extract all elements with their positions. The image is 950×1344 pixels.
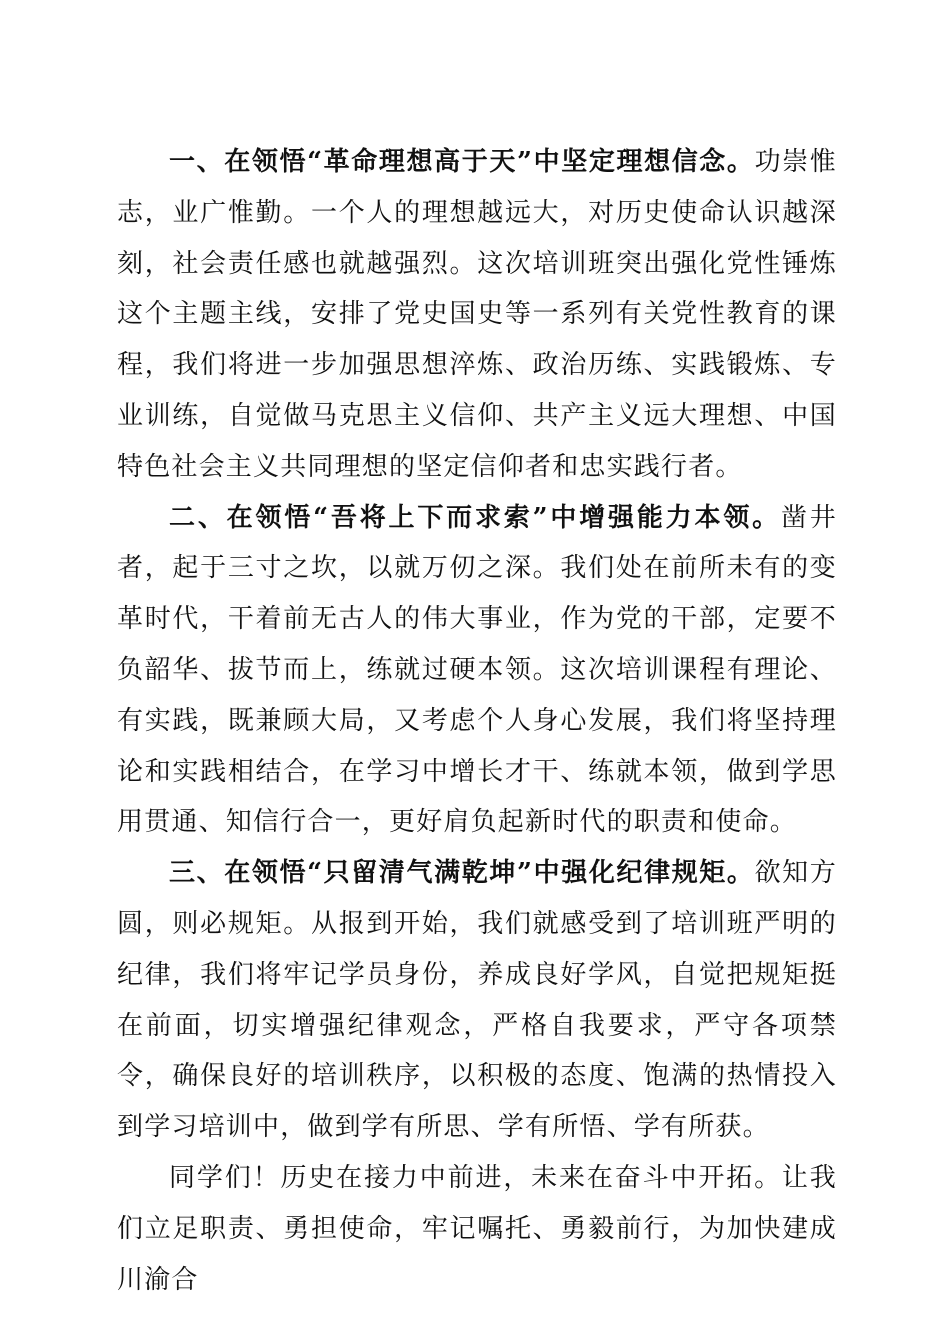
paragraph-1 — [117, 137, 837, 493]
paragraph-3 — [117, 848, 837, 1153]
paragraph-2 — [117, 493, 837, 849]
paragraph-text: 欲知方圆，则必规矩。从报到开始，我们就感受到了培训班严明的纪律，我们将牢记学员身份，养成良好学风，自觉把规矩挺在前面，切实增强纪律观念，严格自我要求，严守各项禁令，确保良好的培训秩序，以积极的态度、饱满的热情投入到学习培训中，做到学有所思、学有所悟、学有所获。 — [117, 858, 838, 1143]
paragraph-heading: 二、在领悟“吾将上下而求索”中增强能力本领。 — [169, 502, 781, 533]
paragraph-text: 同学们！历史在接力中前进，未来在奋斗中开拓。让我们立足职责、勇担使命，牢记嘱托、勇毅前行，为加快建成川渝合 — [117, 1162, 837, 1295]
paragraph-heading: 三、在领悟“只留清气满乾坤”中强化纪律规矩。 — [169, 858, 755, 889]
document-body — [117, 137, 837, 1305]
paragraph-text: 功崇惟志，业广惟勤。一个人的理想越远大，对历史使命认识越深刻，社会责任感也就越强烈。这次培训班突出强化党性锤炼这个主题主线，安排了党史国史等一系列有关党性教育的课程，我们将进一步加强思想淬炼、政治历练、实践锻炼、专业训练，自觉做马克思主义信仰、共产主义远大理想、中国特色社会主义共同理想的坚定信仰者和忠实践行者。 — [117, 147, 838, 482]
paragraph-4 — [117, 1153, 837, 1305]
paragraph-text: 凿井者，起于三寸之坎，以就万仞之深。我们处在前所未有的变革时代，干着前无古人的伟大事业，作为党的干部，定要不负韶华、拔节而上，练就过硬本领。这次培训课程有理论、有实践，既兼顾大局，又考虑个人身心发展，我们将坚持理论和实践相结合，在学习中增长才干、练就本领，做到学思用贯通、知信行合一，更好肩负起新时代的职责和使命。 — [117, 502, 838, 838]
paragraph-heading: 一、在领悟“革命理想高于天”中坚定理想信念。 — [169, 147, 755, 177]
